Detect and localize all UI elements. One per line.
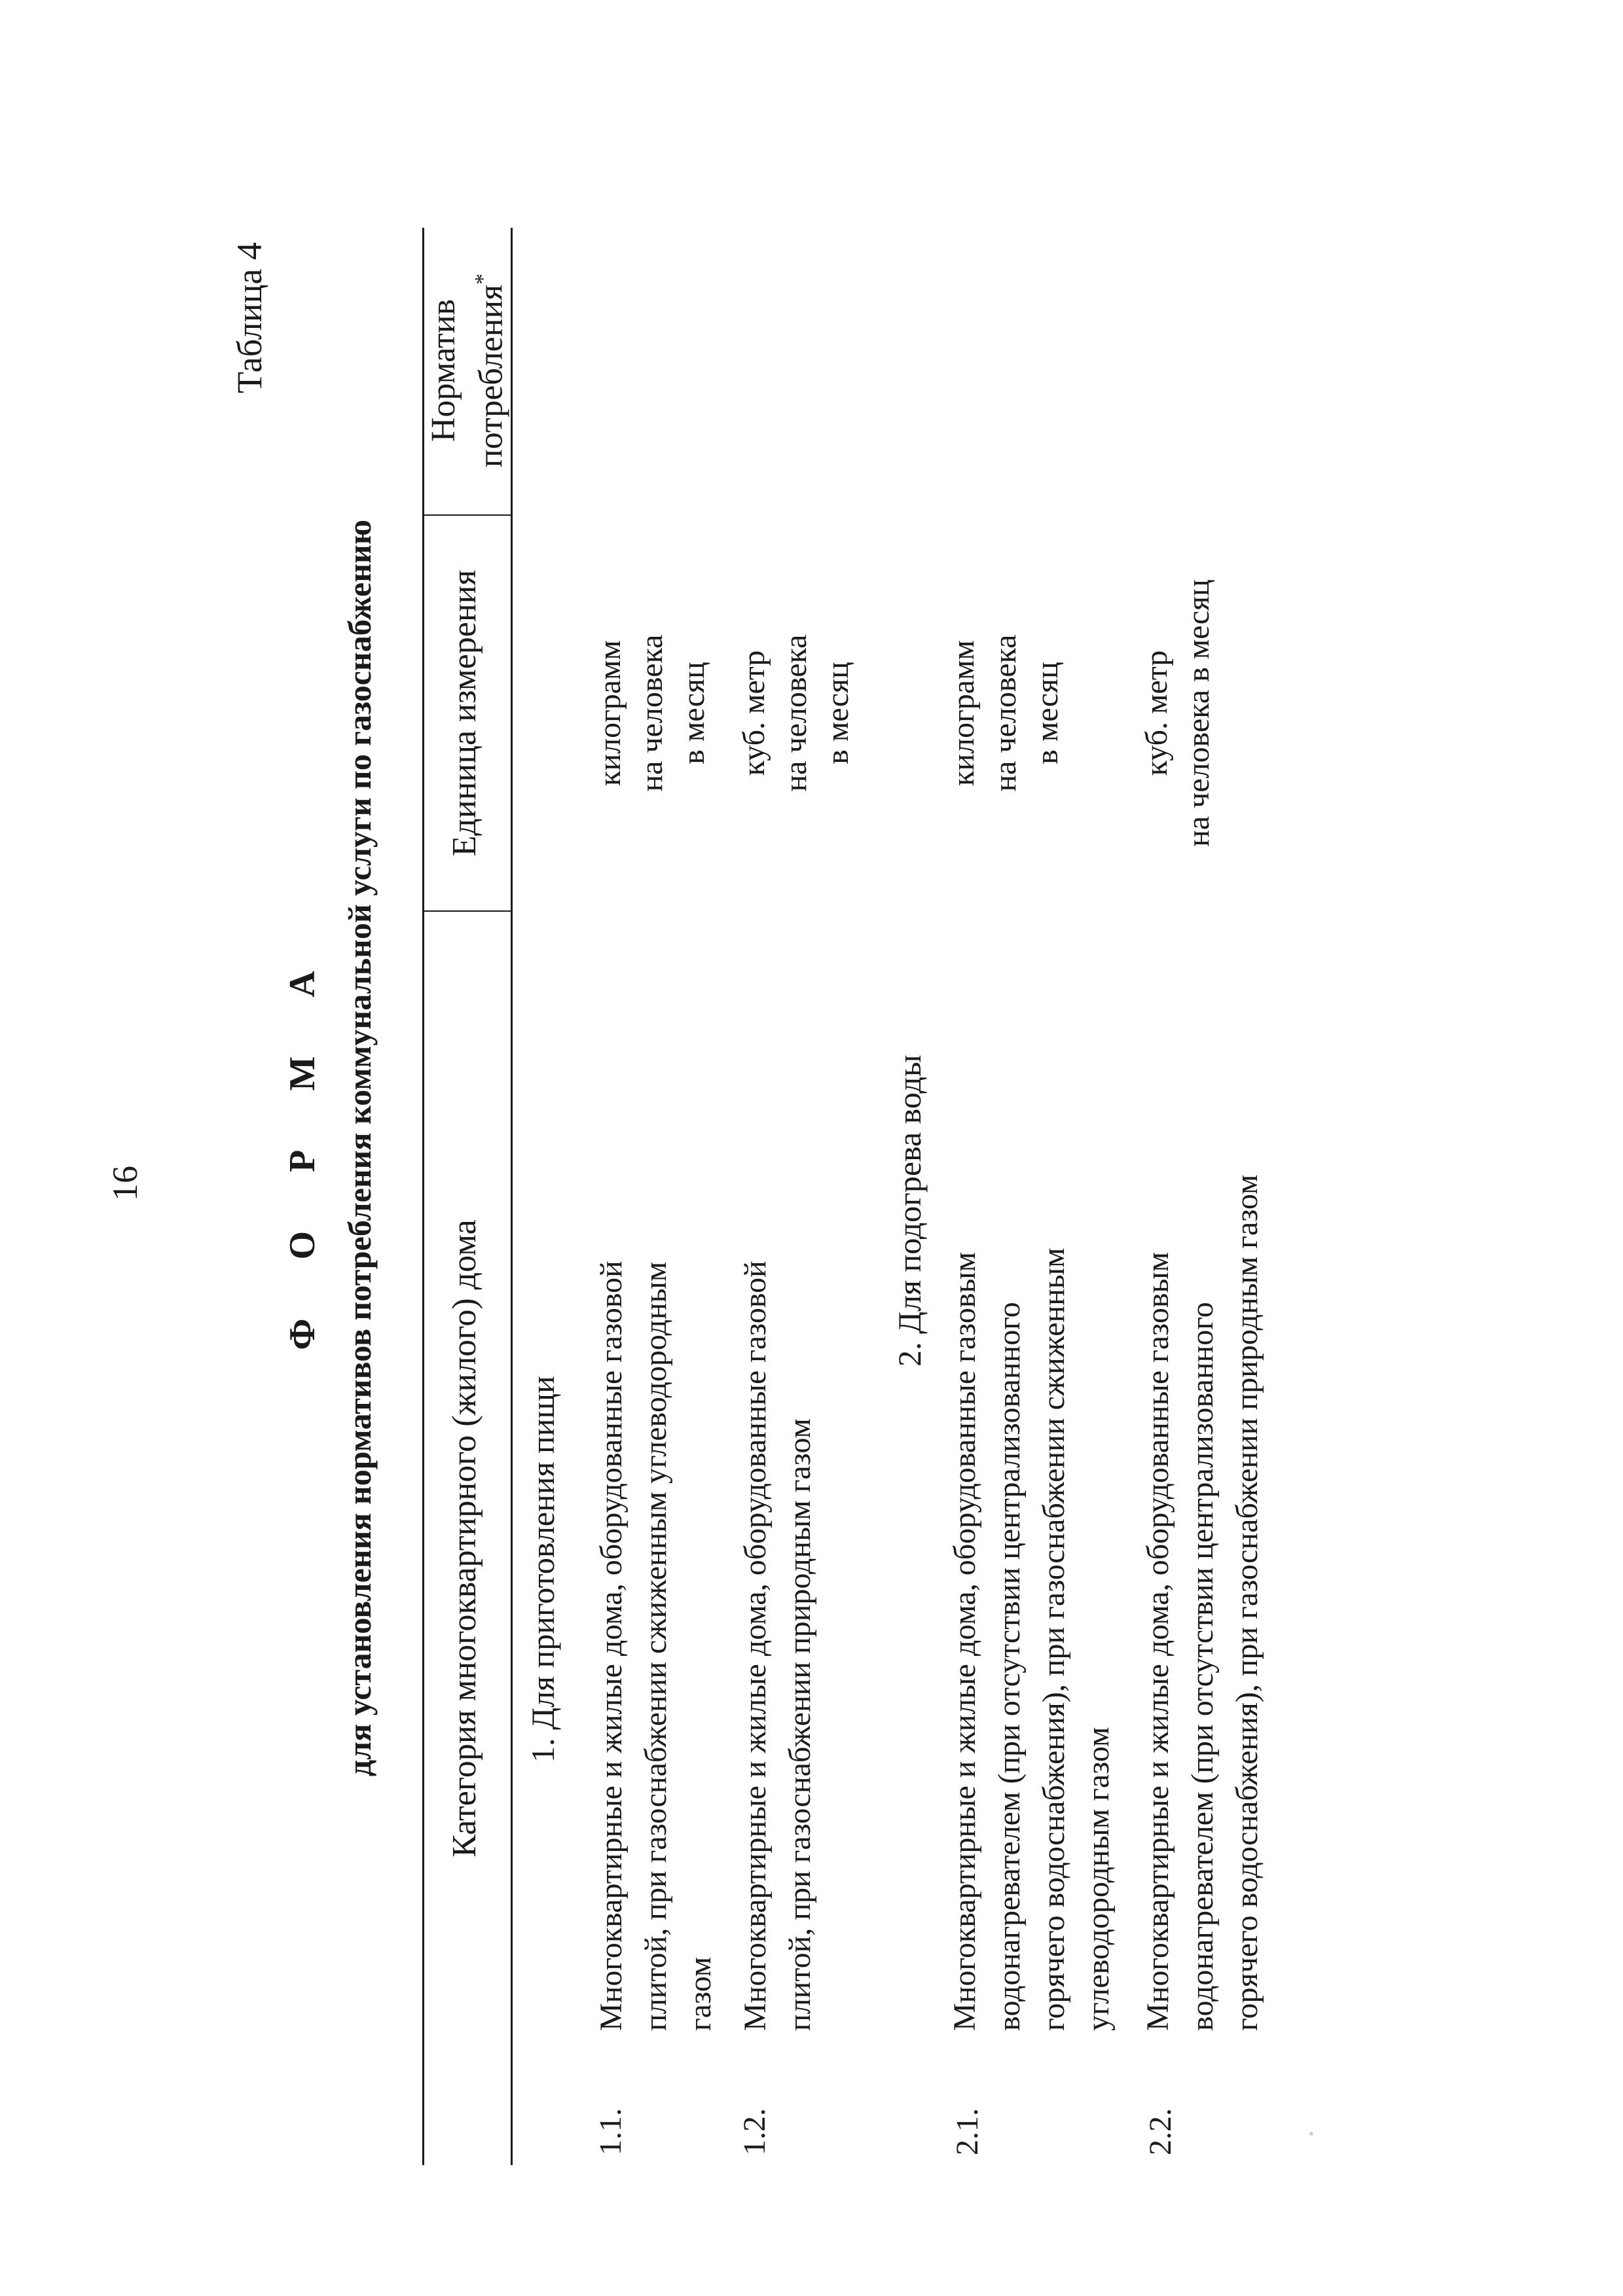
unit-line: на человека: [778, 634, 813, 792]
footnote-mark: *: [471, 273, 495, 285]
unit-line: в месяц: [820, 662, 855, 764]
category-line: горячего водоснабжения), при газоснабжении сжиженным: [1036, 1247, 1071, 2031]
table-top-rule: [422, 228, 424, 2165]
row-number: 1.1.: [593, 2108, 628, 2155]
row-unit: [1136, 516, 1220, 910]
section-title-1: 1. Для приготовления пищи: [524, 1376, 561, 1763]
header-unit: Единица измерения: [446, 569, 483, 857]
table-header-rule: [511, 228, 513, 2165]
unit-line: в месяц: [676, 662, 711, 764]
unit-line: на человека в месяц: [1181, 579, 1216, 847]
category-line: газом: [683, 1956, 718, 2031]
page-number: 16: [105, 1166, 145, 1201]
table-label: Таблица 4: [230, 242, 269, 393]
category-line: Многоквартирные и жилые дома, оборудованные газовой: [738, 1261, 773, 2031]
unit-line: куб. метр: [737, 650, 771, 776]
unit-line: на человека: [988, 634, 1023, 792]
unit-line: килограмм: [593, 640, 627, 786]
unit-line: куб. метр: [1139, 650, 1174, 776]
row-number: 2.1.: [950, 2108, 985, 2155]
category-line: плитой, при газоснабжении сжиженным углеводородным: [638, 1261, 673, 2031]
row-number: 1.2.: [737, 2108, 772, 2155]
row-number: 2.2.: [1143, 2108, 1178, 2155]
category-line: плитой, при газоснабжении природным газом: [782, 1418, 817, 2031]
header-category: Категория многоквартирного (жилого) дома: [446, 1219, 483, 1857]
unit-line: килограмм: [946, 640, 981, 786]
form-subtitle: для установления нормативов потребления коммунальной услуги по газоснабжению: [341, 519, 378, 1777]
category-line: водонагревателем (при отсутствии централизованного: [1185, 1302, 1220, 2031]
header-norm-line1: Норматив: [425, 298, 462, 442]
row-category: [733, 931, 822, 2031]
unit-line: в месяц: [1030, 662, 1065, 764]
header-norm-line2: [464, 226, 511, 514]
header-norm-line2-text: потребления: [472, 284, 510, 468]
row-category: [943, 931, 1121, 2031]
header-norm: [424, 226, 511, 514]
category-line: горячего водоснабжения), при газоснабжении природным газом: [1230, 1174, 1264, 2031]
row-category: [1136, 853, 1269, 2031]
section-title-2: 2. Для подогрева воды: [891, 1054, 928, 1367]
scan-speck: [1309, 2132, 1313, 2136]
category-line: углеводородным газом: [1081, 1727, 1116, 2031]
row-unit: [733, 516, 859, 910]
row-category: [589, 931, 723, 2031]
row-unit: [589, 516, 715, 910]
category-line: водонагревателем (при отсутствии централизованного: [992, 1302, 1027, 2031]
form-title: Ф О Р М А: [282, 946, 323, 1350]
category-line: Многоквартирные и жилые дома, оборудованные газовым: [1140, 1251, 1175, 2031]
unit-line: на человека: [634, 634, 669, 792]
category-line: Многоквартирные и жилые дома, оборудованные газовой: [594, 1261, 629, 2031]
category-line: Многоквартирные и жилые дома, оборудованные газовым: [947, 1251, 982, 2031]
row-unit: [943, 516, 1068, 910]
